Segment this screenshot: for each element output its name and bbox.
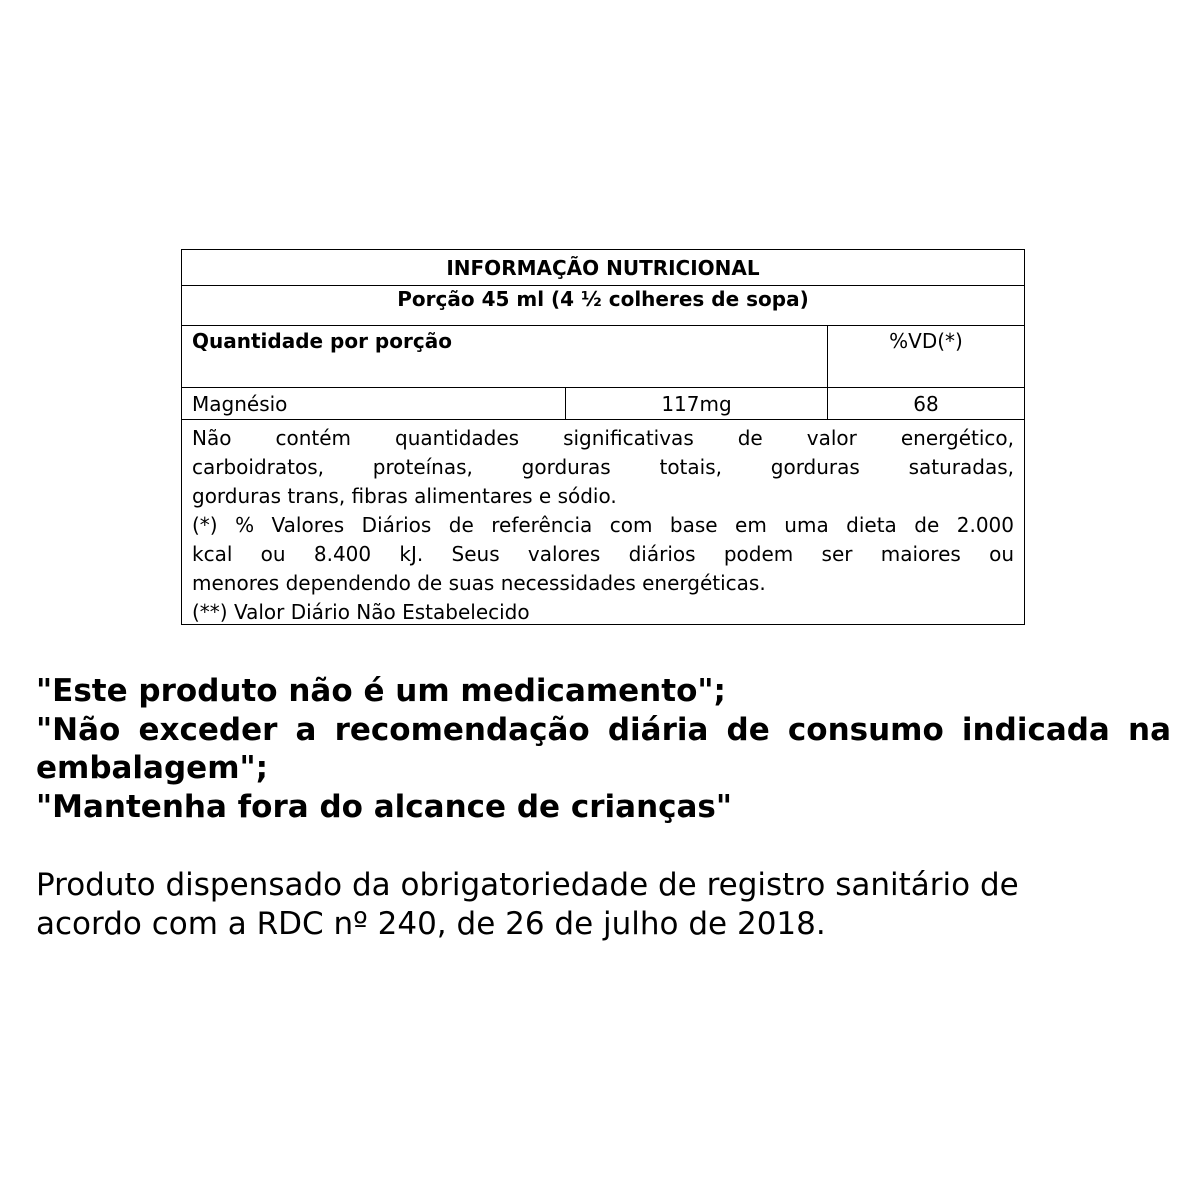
quantity-per-portion-header: Quantidade por porção <box>182 326 828 387</box>
warning-line: "Mantenha fora do alcance de crianças" <box>36 788 733 825</box>
portion-size: Porção 45 ml (4 ½ colheres de sopa) <box>182 286 1024 326</box>
warning-line: embalagem"; <box>36 750 269 786</box>
nutrient-name: Magnésio <box>182 388 566 419</box>
nutrient-daily-value: 68 <box>913 392 939 416</box>
note-line: gorduras trans, fibras alimentares e sódio. <box>192 484 617 508</box>
table-row <box>182 388 1024 420</box>
note-line: carboidratos, proteínas, gorduras totais, gorduras saturadas, <box>192 455 1014 479</box>
regulatory-notice <box>36 866 1166 944</box>
warning-statements <box>36 672 1171 826</box>
warning-line: "Não exceder a recomendação diária de consumo indicada na <box>36 711 1171 748</box>
note-line: menores dependendo de suas necessidades energéticas. <box>192 571 766 595</box>
notice-line: acordo com a RDC nº 240, de 26 de julho de 2018. <box>36 906 826 942</box>
table-title: INFORMAÇÃO NUTRICIONAL <box>182 250 1024 286</box>
note-line: (*) % Valores Diários de referência com base em uma dieta de 2.000 <box>192 513 1014 537</box>
warning-line: "Este produto não é um medicamento"; <box>36 673 726 709</box>
note-line: Não contém quantidades significativas de valor energético, <box>192 426 1014 450</box>
table-header-row <box>182 326 1024 388</box>
note-line: (**) Valor Diário Não Estabelecido <box>192 600 530 624</box>
nutrient-amount: 117mg <box>566 388 828 419</box>
daily-value-header: %VD(*) <box>889 329 963 353</box>
nutrition-facts-table <box>181 249 1025 625</box>
table-notes <box>182 420 1024 624</box>
note-line: kcal ou 8.400 kJ. Seus valores diários podem ser maiores ou <box>192 542 1014 566</box>
notice-line: Produto dispensado da obrigatoriedade de registro sanitário de <box>36 867 1019 903</box>
